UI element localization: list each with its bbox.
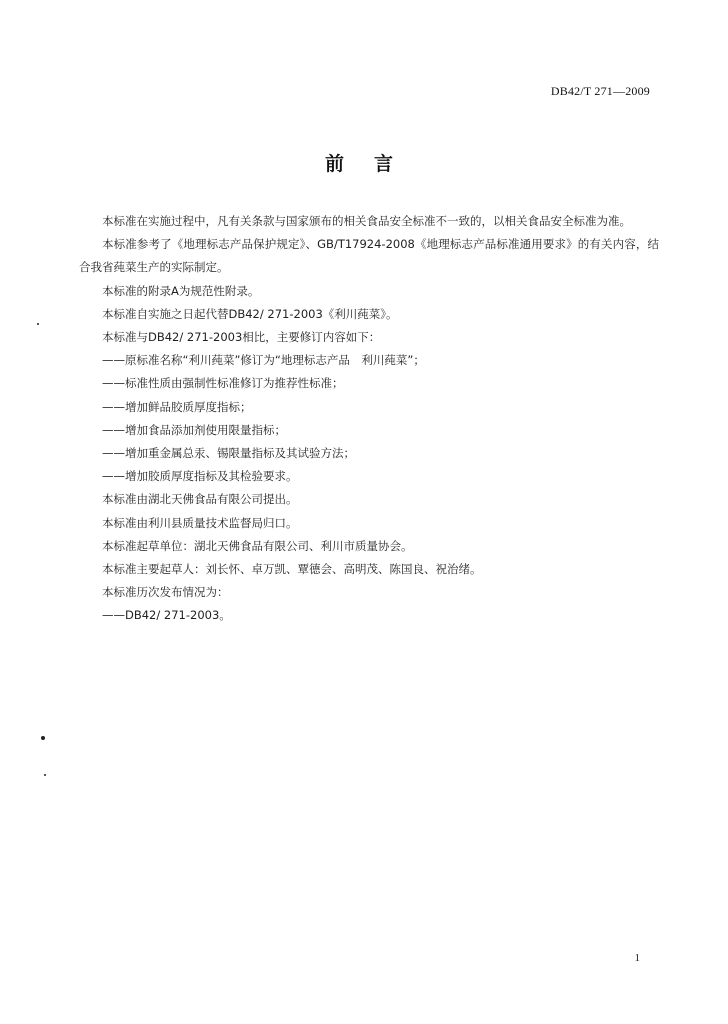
change-list-item: ——增加重金属总汞、锡限量指标及其试验方法； [102, 446, 355, 461]
foreword-paragraph-changes-intro: 本标准与DB42/ 271-2003相比，主要修订内容如下： [102, 330, 381, 345]
change-list-item: ——原标准名称“利川莼菜”修订为“地理标志产品 利川莼菜”； [102, 353, 425, 368]
scan-speck [37, 323, 39, 325]
change-list-item: ——增加食品添加剂使用限量指标； [102, 422, 286, 437]
foreword-paragraph-replaces: 本标准自实施之日起代替DB42/ 271-2003《利川莼菜》。 [102, 306, 398, 321]
foreword-paragraph-scope: 本标准在实施过程中，凡有关条款与国家颁布的相关食品安全标准不一致的，以相关食品安全标准为准。 [102, 214, 631, 228]
change-list-item: ——增加鲜品胶质厚度指标； [102, 399, 252, 414]
document-code: DB42/T 271—2009 [550, 84, 650, 98]
foreword-paragraph-history-intro: 本标准历次发布情况为： [102, 585, 229, 600]
scan-speck [44, 774, 46, 776]
foreword-paragraph-appendix: 本标准的附录A为规范性附录。 [102, 283, 260, 298]
foreword-paragraph-drafters: 本标准主要起草人：刘长怀、卓万凯、覃德会、高明茂、陈国良、祝治绪。 [102, 562, 482, 577]
change-list-item: ——标准性质由强制性标准修订为推荐性标准； [102, 376, 344, 391]
history-list-item: ——DB42/ 271-2003。 [102, 608, 231, 623]
scan-speck [41, 736, 45, 740]
page-number: 1 [634, 952, 640, 964]
foreword-paragraph-drafting-units: 本标准起草单位：湖北天佛食品有限公司、利川市质量协会。 [102, 538, 413, 553]
foreword-paragraph-proposer: 本标准由湖北天佛食品有限公司提出。 [102, 492, 298, 507]
change-list-item: ——增加胶质厚度指标及其检验要求。 [102, 469, 298, 484]
page-title: 前言 [324, 153, 423, 175]
foreword-body [79, 210, 659, 628]
foreword-paragraph-administrator: 本标准由利川县质量技术监督局归口。 [102, 515, 298, 530]
foreword-paragraph-references: 本标准参考了《地理标志产品保护规定》、GB/T17924-2008《地理标志产品标准通用要求》的有关内容，结合我省莼菜生产的实际制定。 [79, 237, 659, 275]
